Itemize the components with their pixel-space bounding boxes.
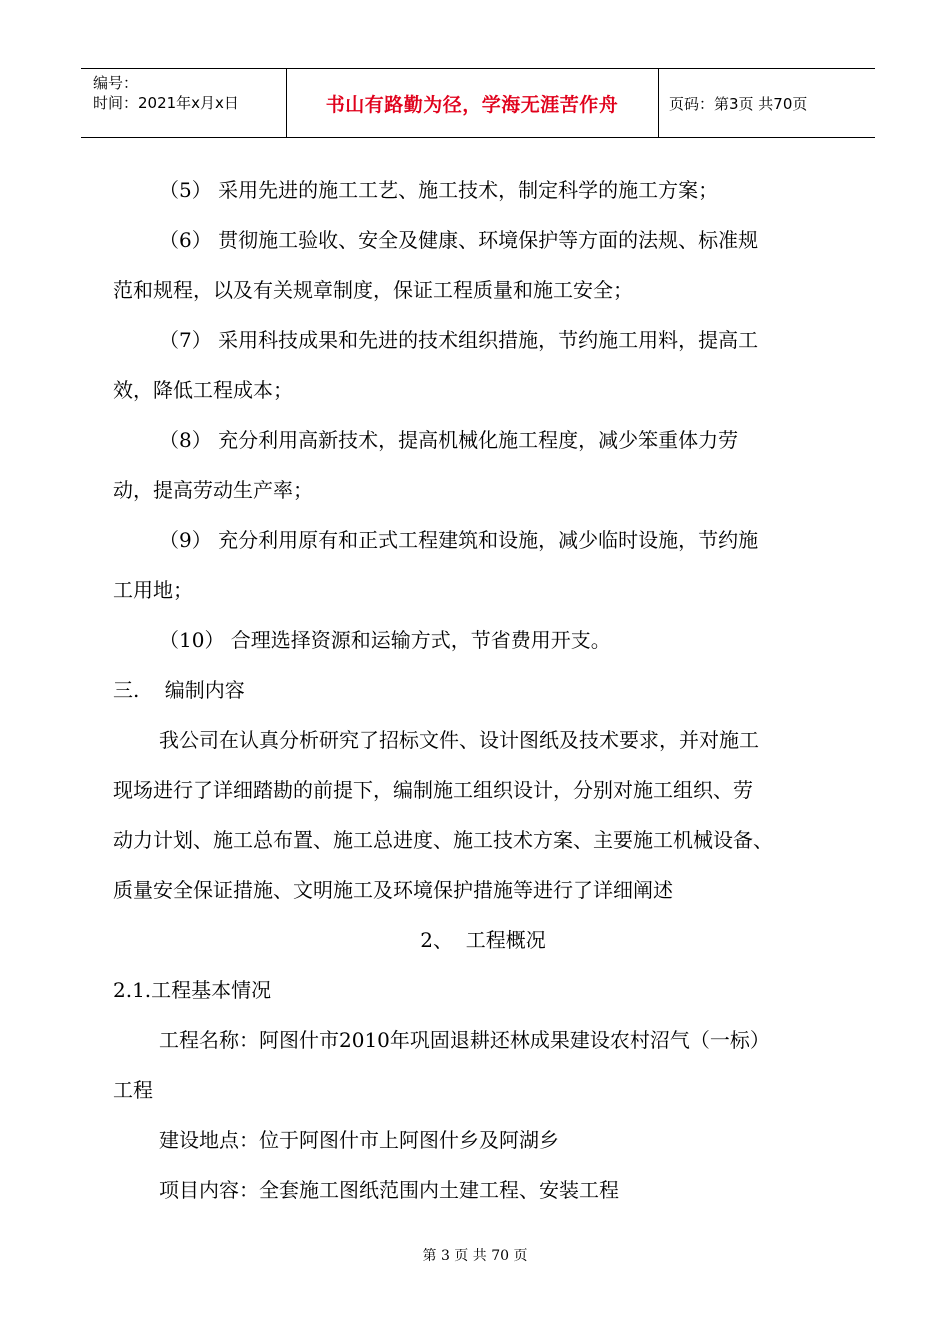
document-number-label: 编号： [93, 74, 139, 92]
document-time-label: 时间：2021年x月x日 [93, 94, 239, 112]
list-item-6-continued: 范和规程，以及有关规章制度，保证工程质量和施工安全； [113, 278, 633, 302]
list-item-10: （10） 合理选择资源和运输方式，节省费用开支。 [159, 628, 611, 652]
list-item-7: （7） 采用科技成果和先进的技术组织措施，节约施工用料，提高工 [159, 328, 759, 352]
list-item-9: （9） 充分利用原有和正式工程建筑和设施，减少临时设施，节约施 [159, 528, 759, 552]
project-location-line: 建设地点：位于阿图什市上阿图什乡及阿湖乡 [159, 1128, 559, 1152]
project-name-continued: 工程 [113, 1078, 153, 1102]
project-name-line: 工程名称：阿图什市2010年巩固退耕还林成果建设农村沼气（一标） [159, 1028, 770, 1052]
subsection-heading: 2.1.工程基本情况 [113, 978, 272, 1002]
paragraph-line: 动力计划、施工总布置、施工总进度、施工技术方案、主要施工机械设备、 [113, 828, 773, 852]
list-item-8-continued: 动，提高劳动生产率； [113, 478, 313, 502]
header-divider-right [658, 69, 659, 137]
paragraph-line: 质量安全保证措施、文明施工及环境保护措施等进行了详细阐述 [113, 878, 673, 902]
section-heading-3: 三. 编制内容 [113, 678, 245, 702]
document-body [113, 165, 853, 1215]
list-item-9-continued: 工用地； [113, 578, 193, 602]
chapter-heading: 2、 工程概况 [420, 928, 546, 952]
page-header [81, 68, 875, 138]
page-footer: 第 3 页 共 70 页 [422, 1248, 528, 1264]
header-page-info: 页码：第3页 共70页 [669, 94, 808, 113]
list-item-5: （5） 采用先进的施工工艺、施工技术，制定科学的施工方案； [159, 178, 719, 202]
list-item-7-continued: 效，降低工程成本； [113, 378, 293, 402]
header-motto: 书山有路勤为径，学海无涯苦作舟 [325, 93, 619, 116]
list-item-6: （6） 贯彻施工验收、安全及健康、环境保护等方面的法规、标准规 [159, 228, 759, 252]
paragraph-line: 现场进行了详细踏勘的前提下，编制施工组织设计，分别对施工组织、劳 [113, 778, 753, 802]
paragraph-line: 我公司在认真分析研究了招标文件、设计图纸及技术要求，并对施工 [159, 728, 759, 752]
header-meta [93, 73, 283, 113]
project-content-line: 项目内容：全套施工图纸范围内土建工程、安装工程 [159, 1178, 619, 1202]
list-item-8: （8） 充分利用高新技术，提高机械化施工程度，减少笨重体力劳 [159, 428, 739, 452]
